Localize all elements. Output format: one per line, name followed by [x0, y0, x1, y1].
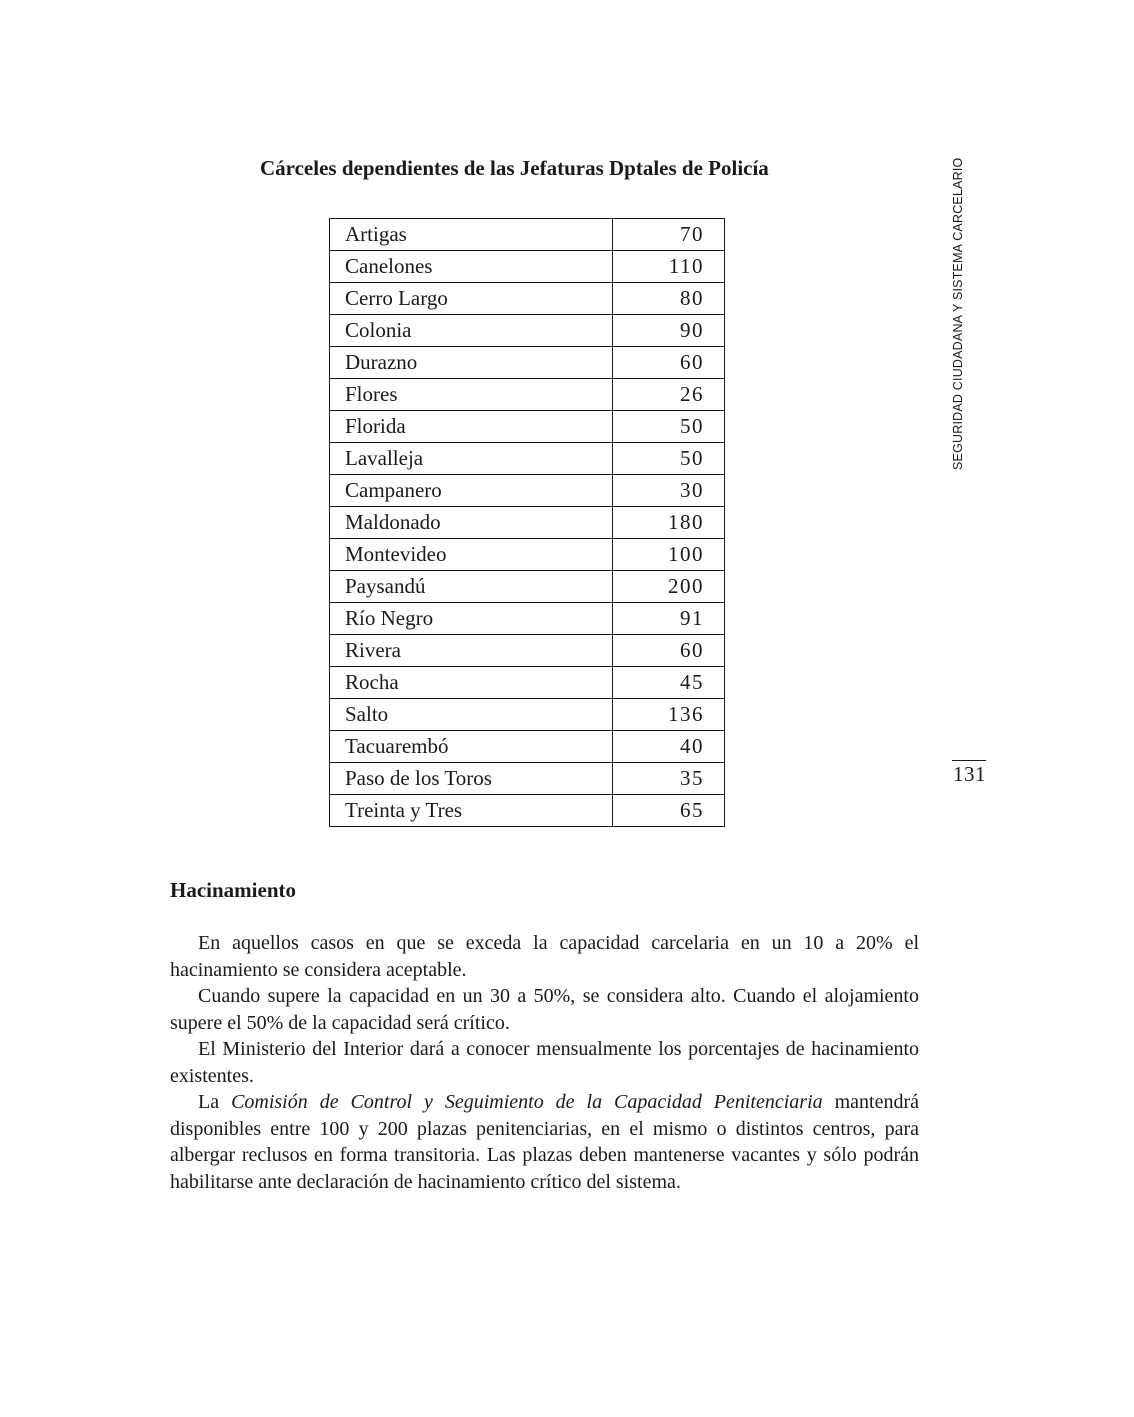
department-name: Canelones [330, 251, 613, 283]
capacity-value: 50 [613, 443, 725, 475]
table-row [330, 347, 725, 379]
department-name: Campanero [330, 475, 613, 507]
capacity-value: 26 [613, 379, 725, 411]
paragraph [170, 1089, 919, 1195]
table-row [330, 571, 725, 603]
table-row [330, 219, 725, 251]
capacity-value: 60 [613, 347, 725, 379]
table-row [330, 507, 725, 539]
department-name: Rocha [330, 667, 613, 699]
department-name: Tacuarembó [330, 731, 613, 763]
table-row [330, 283, 725, 315]
table-row [330, 795, 725, 827]
department-name: Colonia [330, 315, 613, 347]
department-name: Rivera [330, 635, 613, 667]
table-row [330, 315, 725, 347]
table-row [330, 475, 725, 507]
department-name: Durazno [330, 347, 613, 379]
capacity-value: 45 [613, 667, 725, 699]
capacity-value: 180 [613, 507, 725, 539]
department-name: Cerro Largo [330, 283, 613, 315]
table-row [330, 763, 725, 795]
capacity-value: 91 [613, 603, 725, 635]
department-name: Paso de los Toros [330, 763, 613, 795]
capacity-value: 70 [613, 219, 725, 251]
table-row [330, 443, 725, 475]
paragraph-text: mantendrá disponibles entre 100 y 200 plazas penitenciarias, en el mismo o distintos centros, para albergar reclusos en forma transitoria. Las plazas deben mantenerse vacantes y sólo podrán habilitarse ante declaración de hacinamiento crítico del sistema. [170, 1091, 920, 1193]
capacity-value: 35 [613, 763, 725, 795]
capacity-value: 30 [613, 475, 725, 507]
capacity-value: 60 [613, 635, 725, 667]
paragraph-text: La [198, 1091, 232, 1113]
page-number: 131 [953, 762, 986, 786]
department-name: Maldonado [330, 507, 613, 539]
department-name: Lavalleja [330, 443, 613, 475]
capacity-value: 100 [613, 539, 725, 571]
department-name: Artigas [330, 219, 613, 251]
table-row [330, 699, 725, 731]
paragraph: En aquellos casos en que se exceda la capacidad carcelaria en un 10 a 20% el hacinamiento se considera aceptable. [170, 932, 919, 981]
section-heading: Hacinamiento [170, 878, 296, 902]
capacity-value: 40 [613, 731, 725, 763]
table-row [330, 411, 725, 443]
capacity-value: 200 [613, 571, 725, 603]
capacity-value: 65 [613, 795, 725, 827]
table-row [330, 731, 725, 763]
capacity-value: 80 [613, 283, 725, 315]
department-name: Salto [330, 699, 613, 731]
paragraph: Cuando supere la capacidad en un 30 a 50%, se considera alto. Cuando el alojamiento supere el 50% de la capacidad será crítico. [170, 985, 919, 1034]
capacity-value: 50 [613, 411, 725, 443]
body-text [170, 930, 919, 1195]
commission-name: Comisión de Control y Seguimiento de la Capacidad Penitenciaria [231, 1091, 823, 1113]
paragraph: El Ministerio del Interior dará a conocer mensualmente los porcentajes de hacinamiento existentes. [170, 1038, 919, 1087]
prisons-table [329, 218, 725, 827]
department-name: Florida [330, 411, 613, 443]
running-head: SEGURIDAD CIUDADANA Y SISTEMA CARCELARIO [951, 157, 965, 470]
table-row [330, 251, 725, 283]
table-row [330, 667, 725, 699]
capacity-value: 90 [613, 315, 725, 347]
department-name: Montevideo [330, 539, 613, 571]
page-number-rule [952, 760, 986, 761]
department-name: Paysandú [330, 571, 613, 603]
department-name: Flores [330, 379, 613, 411]
table-title: Cárceles dependientes de las Jefaturas Dptales de Policía [260, 156, 769, 180]
department-name: Treinta y Tres [330, 795, 613, 827]
table-row [330, 603, 725, 635]
department-name: Río Negro [330, 603, 613, 635]
capacity-value: 136 [613, 699, 725, 731]
table-row [330, 539, 725, 571]
capacity-value: 110 [613, 251, 725, 283]
table-row [330, 635, 725, 667]
table-row [330, 379, 725, 411]
